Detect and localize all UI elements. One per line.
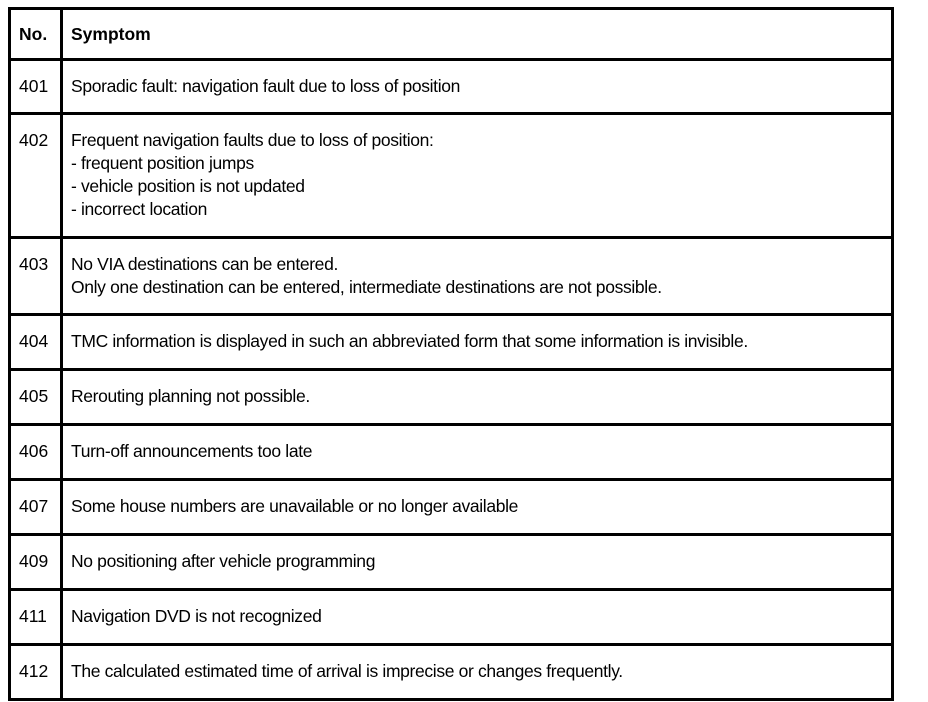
row-number: 409: [10, 535, 62, 590]
row-number: 406: [10, 425, 62, 480]
row-symptom: [62, 114, 893, 238]
table-row: [10, 535, 893, 590]
row-number: 403: [10, 238, 62, 315]
row-number: 407: [10, 480, 62, 535]
symptom-line: Turn-off announcements too late: [71, 441, 313, 461]
table-row: [10, 590, 893, 645]
table-row: [10, 114, 893, 238]
row-symptom: [62, 425, 893, 480]
table-row: [10, 60, 893, 114]
row-symptom: [62, 370, 893, 425]
row-number: 404: [10, 315, 62, 370]
row-symptom: [62, 645, 893, 700]
table-row: [10, 425, 893, 480]
row-number: 411: [10, 590, 62, 645]
symptom-line: The calculated estimated time of arrival is imprecise or changes frequently.: [71, 661, 623, 681]
symptom-table: [8, 7, 894, 701]
symptom-line: Navigation DVD is not recognized: [71, 606, 322, 626]
symptom-line: Sporadic fault: navigation fault due to loss of position: [71, 76, 460, 96]
table-row: [10, 645, 893, 700]
symptom-line: TMC information is displayed in such an abbreviated form that some information is invisible.: [71, 331, 748, 351]
row-number: 402: [10, 114, 62, 238]
row-symptom: [62, 590, 893, 645]
row-symptom: [62, 535, 893, 590]
header-no: No.: [10, 9, 62, 60]
symptom-line: No positioning after vehicle programming: [71, 551, 376, 571]
symptom-line: Only one destination can be entered, intermediate destinations are not possible.: [71, 277, 662, 297]
row-number: 412: [10, 645, 62, 700]
symptom-line: - incorrect location: [71, 199, 207, 219]
header-symptom: Symptom: [62, 9, 893, 60]
row-symptom: [62, 315, 893, 370]
header-row: [10, 9, 893, 60]
row-symptom: [62, 60, 893, 114]
table-header: [10, 9, 893, 60]
symptom-line: Some house numbers are unavailable or no longer available: [71, 496, 519, 516]
row-symptom: [62, 480, 893, 535]
symptom-line: Frequent navigation faults due to loss of position:: [71, 130, 434, 150]
table-row: [10, 480, 893, 535]
row-symptom: [62, 238, 893, 315]
table-row: [10, 238, 893, 315]
symptom-line: - vehicle position is not updated: [71, 176, 305, 196]
row-number: 405: [10, 370, 62, 425]
symptom-line: No VIA destinations can be entered.: [71, 254, 338, 274]
symptom-line: Rerouting planning not possible.: [71, 386, 310, 406]
table-row: [10, 315, 893, 370]
table-row: [10, 370, 893, 425]
symptom-line: - frequent position jumps: [71, 153, 254, 173]
row-number: 401: [10, 60, 62, 114]
